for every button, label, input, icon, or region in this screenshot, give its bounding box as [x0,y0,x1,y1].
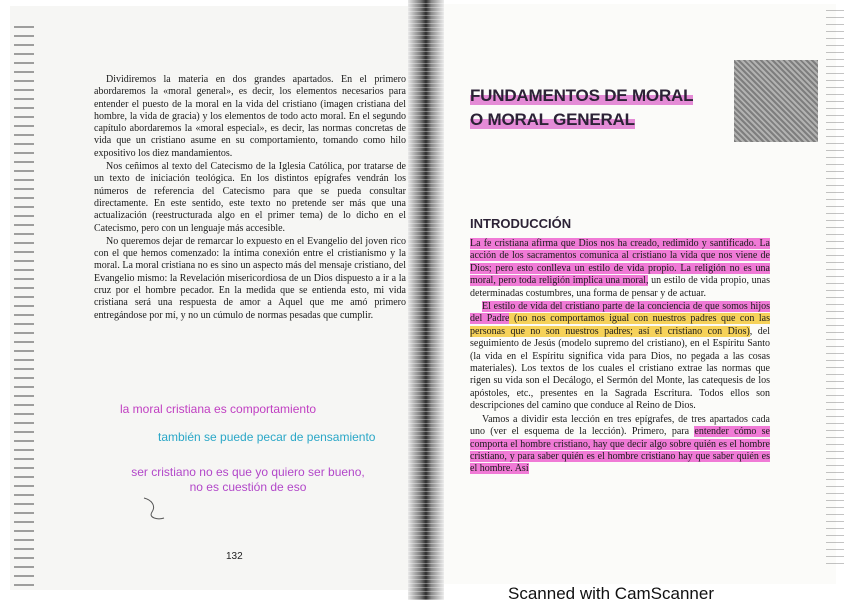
paragraph-text: , del seguimiento de Jesús (modelo supremo del cristiano), en el Espíritu Santo (la vida en el Espíritu significa vida para Dios, no pegada a las cosas materiales). Los textos de los cuales el cristiano extrae las normas que rigen su vida son el Decálogo, el Sermón del Monte, las catequesis de los apóstoles, etc., presentes en la Sagrada Escritura. Todos ellos son descripciones del camino que conduce al Reino de Dios. [470,325,770,412]
handwritten-note-3-line-2: no es cuestión de eso [189,480,307,494]
chapter-title-line-1: FUNDAMENTOS DE MORAL [470,84,693,108]
page-number: 132 [226,551,243,562]
scanner-watermark: Scanned with CamScanner [508,584,715,603]
left-page-body [94,74,406,323]
left-paragraph-2: Nos ceñimos al texto del Catecismo de la Iglesia Católica, por tratarse de un texto de iniciación teológica. En los distintos epígrafes vendrán los números de referencia del Catecismo para que se pueda consultar directamente. En este sentido, este texto no pretende ser más que una actualización (reestructurada algo en el primer tema) de lo dicho en el Catecismo, pero con un lenguaje más accesible. [94,161,406,234]
chapter-title-line-2: O MORAL GENERAL [470,108,635,132]
right-page-body [470,238,770,477]
section-heading: INTRODUCCIÓN [470,216,572,231]
handwritten-note-3 [108,465,388,495]
highlight-yellow: (no nos comportamos igual con nuestros padres que con las personas que no son nuestros padres; así el cristiano con Dios) [470,313,770,337]
right-paragraph-3 [470,414,770,476]
paragraph-text: Vamos a dividir esta lección en tres epígrafes, de tres apartados cada uno (ver el esquema de la lección). Primero, para [470,413,770,438]
handwritten-note-2: también se puede pecar de pensamiento [158,430,376,444]
highlight-pink: El estilo de vida del cristiano parte de la conciencia de que somos hijos del Padre [470,301,770,325]
highlight-pink: entender cómo se comporta el hombre cristiano, hay que decir algo sobre quién es el hombre cristiano, y para saber quién es el hombre cristiano hay que saber quién es el hombre. Así [470,426,770,475]
left-paragraph-3: No queremos dejar de remarcar lo expuesto en el Evangelio del joven rico con el que hemos comenzado: la íntima conexión entre el cristianismo y la moral. La moral cristiana no es sino un aspecto más del mensaje cristiano, del Evangelio mismo: la Revelación misericordiosa de un Dios dispuesto a ir a la cruz por el hombre pecador. En la medida que se entienda esto, mi vida cristiana será una respuesta de amor a Aquel que me amó primero entregándose por mí, y no un cúmulo de normas pesadas que cumplir. [94,235,406,321]
left-paragraph-1: Dividiremos la materia en dos grandes apartados. En el primero abordaremos la «moral general», es decir, los elementos necesarios para entender el puesto de la moral en la vida del cristiano (imagen cristiana del hombre, la vida de gracia) y los elementos de todo acto moral. En el segundo capítulo abordaremos la «moral especial», es decir, las normas concretas de vida que un cristiano asume en su comportamiento, tomando como hilo expositivo los diez mandamientos. [94,74,406,159]
pen-squiggle-icon [140,496,170,522]
left-margin-scan-artifact [14,26,34,586]
book-gutter [408,0,444,600]
paragraph-text: un estilo de vida propio, unas determinadas costumbres, una forma de pensar y de actuar. [470,275,770,299]
handwritten-note-3-line-1: ser cristiano no es que yo quiero ser bueno, [131,465,365,479]
highlight-pink: La fe cristiana afirma que Dios nos ha creado, redimido y santificado. La acción de los sacramentos comunica al cristiano la vida que nos viene de Dios; pero esto conlleva un estilo de vida propio. La religión no es una moral, pero toda religión implica una moral, [470,238,770,287]
right-paragraph-1 [470,238,770,300]
handwritten-note-1: la moral cristiana es comportamiento [120,402,317,416]
right-margin-scan-artifact [826,10,844,570]
left-page [10,6,408,590]
chapter-title [470,84,693,132]
right-paragraph-2 [470,301,770,413]
right-page [444,4,836,584]
decorative-corner-graphic [734,60,818,142]
